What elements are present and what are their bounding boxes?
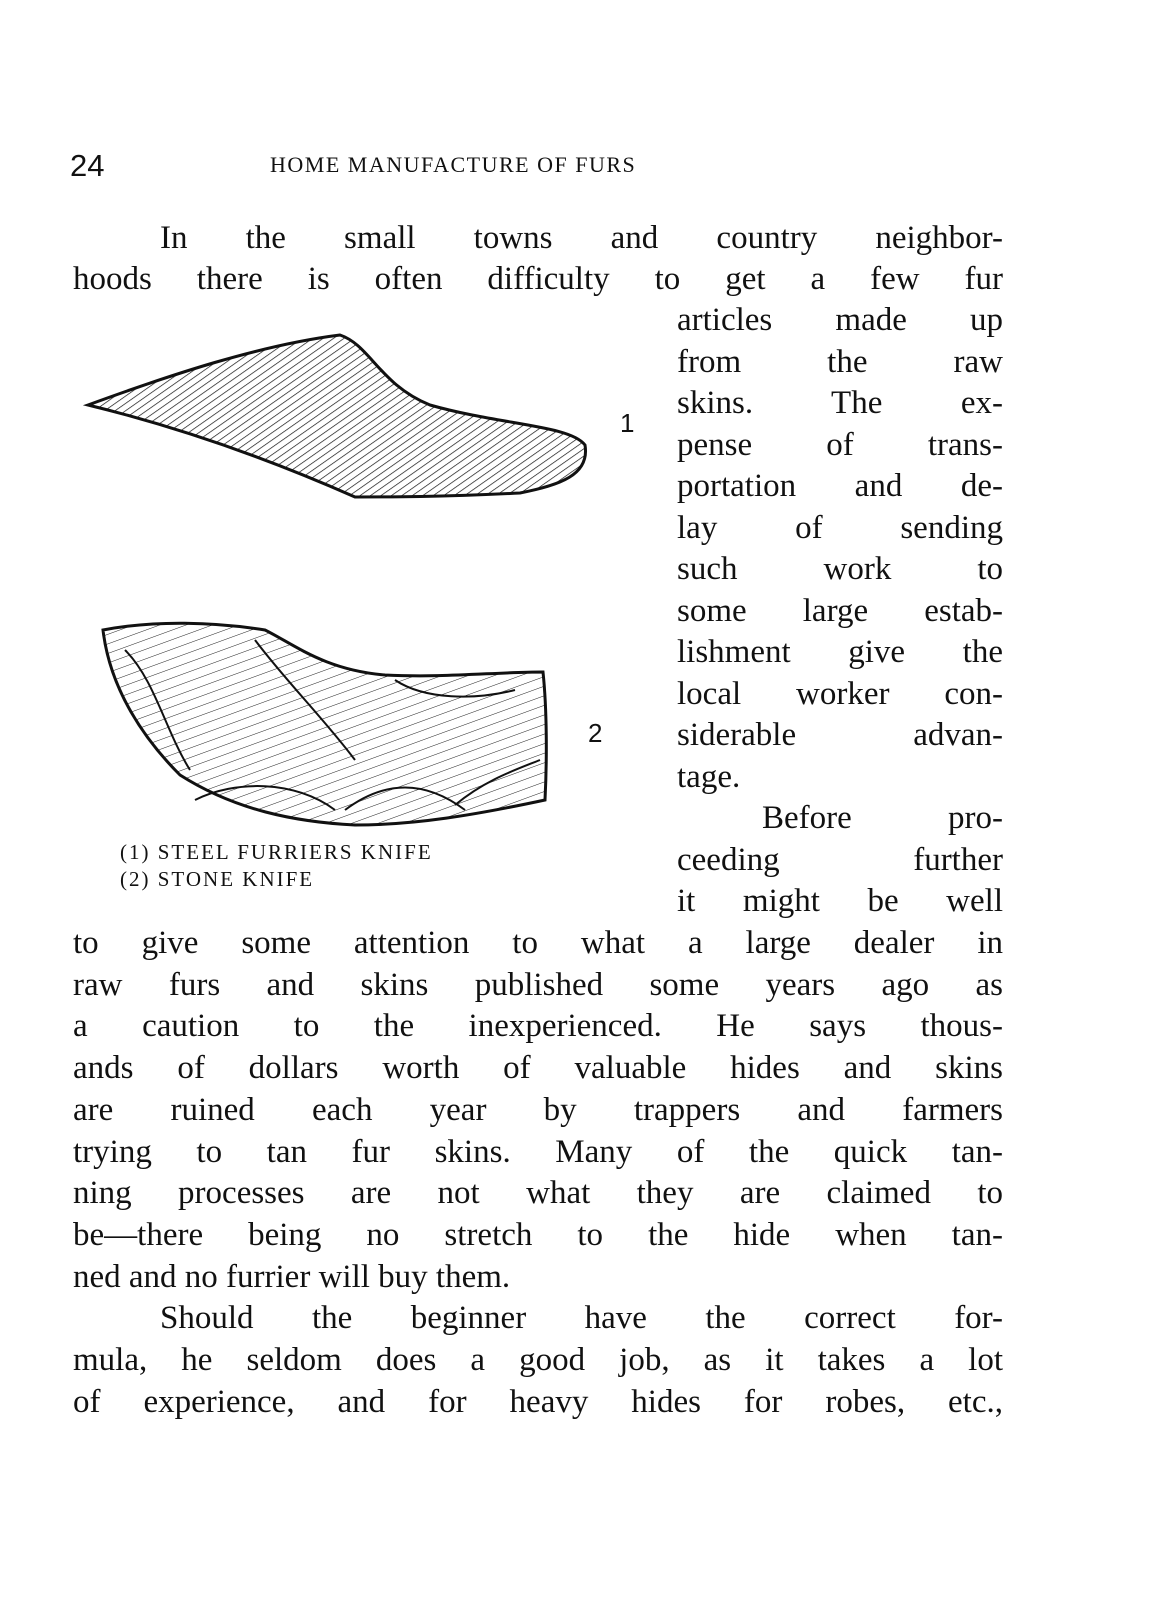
paragraph-line: some large estab- bbox=[677, 592, 1003, 629]
paragraph-line: In the small towns and country neighbor- bbox=[160, 220, 1003, 256]
paragraph-line: mula, he seldom does a good job, as it takes a lot bbox=[73, 1342, 1003, 1378]
paragraph-line: Before pro- bbox=[762, 800, 1003, 836]
paragraph-line: be—there being no stretch to the hide when tan- bbox=[73, 1216, 1003, 1253]
steel-knife-illustration bbox=[80, 325, 600, 505]
page-number: 24 bbox=[70, 148, 105, 183]
paragraph-line: pense of trans- bbox=[677, 426, 1003, 463]
figure-caption-1: (1) STEEL FURRIERS KNIFE bbox=[120, 840, 433, 864]
figure-label-1: 1 bbox=[620, 408, 635, 438]
paragraph-line: portation and de- bbox=[677, 468, 1003, 504]
paragraph-line: Should the beginner have the correct for- bbox=[160, 1300, 1003, 1337]
paragraph-line: skins. The ex- bbox=[677, 385, 1003, 421]
paragraph-line: ands of dollars worth of valuable hides and skins bbox=[73, 1050, 1003, 1087]
stone-knife-illustration bbox=[95, 610, 555, 840]
paragraph-line: trying to tan fur skins. Many of the quick tan- bbox=[73, 1133, 1003, 1170]
paragraph-line: from the raw bbox=[677, 343, 1003, 380]
paragraph-line: are ruined each year by trappers and farmers bbox=[73, 1091, 1003, 1128]
paragraph-line: raw furs and skins published some years ago as bbox=[73, 966, 1003, 1003]
paragraph-line: articles made up bbox=[677, 302, 1003, 338]
paragraph-line: tage. bbox=[677, 758, 741, 795]
paragraph-line: local worker con- bbox=[677, 675, 1003, 712]
paragraph-line: ceeding further bbox=[677, 841, 1003, 878]
paragraph-line: of experience, and for heavy hides for robes, etc., bbox=[73, 1383, 1003, 1420]
paragraph-line: siderable advan- bbox=[677, 717, 1003, 753]
running-title: HOME MANUFACTURE OF FURS bbox=[270, 152, 637, 177]
paragraph-line: ning processes are not what they are claimed to bbox=[73, 1175, 1003, 1212]
paragraph-line: a caution to the inexperienced. He says thous- bbox=[73, 1008, 1003, 1045]
paragraph-line: lay of sending bbox=[677, 509, 1003, 546]
figure-caption-2: (2) STONE KNIFE bbox=[120, 867, 315, 891]
paragraph-line: such work to bbox=[677, 551, 1003, 587]
figure-label-2: 2 bbox=[588, 718, 603, 748]
paragraph-line: ned and no furrier will buy them. bbox=[73, 1258, 511, 1295]
paragraph-line: lishment give the bbox=[677, 634, 1003, 670]
paragraph-line: to give some attention to what a large dealer in bbox=[73, 925, 1003, 961]
paragraph-line: it might be well bbox=[677, 883, 1003, 919]
paragraph-line: hoods there is often difficulty to get a few fur bbox=[73, 261, 1003, 297]
